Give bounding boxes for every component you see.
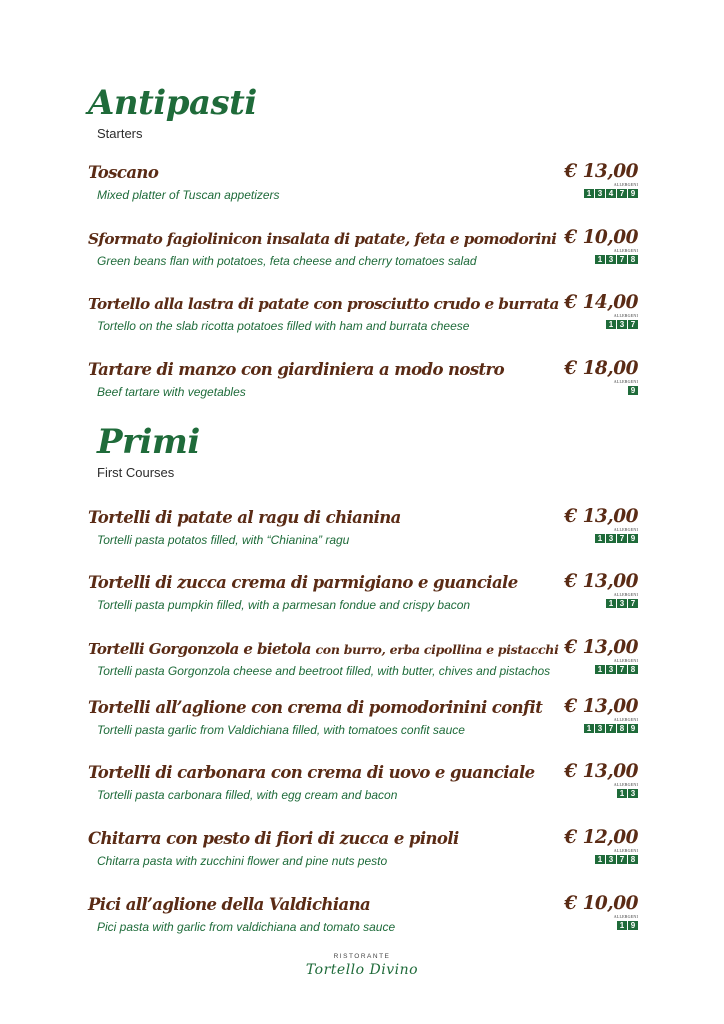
item-description: Pici pasta with garlic from valdichiana and tomato sauce [97,920,396,934]
allergen-codes [595,855,638,864]
menu-item [0,638,724,700]
allergen-code: 7 [628,599,638,608]
item-name [88,572,518,594]
item-name [88,293,559,315]
allergen-label: ALLERGENI [613,248,638,253]
logo-small-text: RISTORANTE [333,953,391,960]
item-name-main: Tortelli di carbonara con crema di uovo e guanciale [88,763,535,782]
allergen-code: 8 [628,255,638,264]
allergen-label: ALLERGENI [613,592,638,597]
allergen-badge [595,527,638,543]
allergen-code: 8 [628,665,638,674]
allergen-badge [606,313,638,329]
allergen-code: 3 [617,320,627,329]
item-description: Tortelli pasta potatos filled, with “Chianina” ragu [97,533,350,547]
allergen-code: 7 [617,534,627,543]
allergen-label: ALLERGENI [613,717,638,722]
allergen-codes [628,386,638,395]
menu-item [0,894,724,956]
menu-item [0,762,724,824]
allergen-code: 7 [606,724,616,733]
allergen-label: ALLERGENI [613,658,638,663]
allergen-code: 7 [628,320,638,329]
item-name-main: Tortelli di patate al ragu di chianina [88,508,401,527]
allergen-code: 3 [606,255,616,264]
allergen-code: 3 [595,724,605,733]
item-name-extra: con burro, erba cipollina e pistacchi [315,642,559,657]
item-price: € 10,00 [564,227,638,248]
item-name [88,507,401,529]
allergen-code: 1 [606,599,616,608]
allergen-badge [595,848,638,864]
allergen-codes [595,534,638,543]
allergen-label: ALLERGENI [613,182,638,187]
item-name-main: Tortelli di zucca crema di parmigiano e guanciale [88,573,518,592]
allergen-code: 7 [617,855,627,864]
allergen-label: ALLERGENI [613,848,638,853]
item-price: € 13,00 [564,161,638,182]
allergen-codes [606,599,638,608]
allergen-code: 9 [628,724,638,733]
item-price: € 10,00 [564,893,638,914]
item-name-main: Tortello alla lastra di patate con prosciutto crudo e burrata [88,295,559,313]
allergen-code: 1 [595,534,605,543]
menu-item [0,507,724,569]
allergen-code: 9 [628,189,638,198]
allergen-code: 8 [628,855,638,864]
allergen-code: 1 [617,789,627,798]
menu-item [0,359,724,421]
allergen-badge [584,717,638,733]
allergen-code: 3 [606,534,616,543]
allergen-code: 9 [628,386,638,395]
item-name-main: Pici all’aglione della Valdichiana [88,895,371,914]
allergen-label: ALLERGENI [613,379,638,384]
allergen-code: 7 [617,255,627,264]
item-description: Tortelli pasta garlic from Valdichiana filled, with tomatoes confit sauce [97,723,465,737]
allergen-code: 1 [617,921,627,930]
allergen-code: 9 [628,921,638,930]
allergen-codes [617,789,638,798]
item-name [88,359,504,381]
item-price: € 18,00 [564,358,638,379]
item-price: € 13,00 [564,571,638,592]
allergen-badge [614,782,638,798]
menu-item [0,828,724,890]
allergen-code: 7 [617,189,627,198]
allergen-codes [595,255,638,264]
item-description: Green beans flan with potatoes, feta cheese and cherry tomatoes salad [97,254,477,268]
logo-name: Tortello Divino [305,962,419,978]
allergen-code: 1 [584,189,594,198]
item-price: € 13,00 [564,696,638,717]
item-name-main: Tartare di manzo con giardiniera a modo nostro [88,360,505,379]
allergen-code: 3 [595,189,605,198]
allergen-code: 1 [606,320,616,329]
item-name [88,894,370,916]
menu-item [0,228,724,290]
allergen-badge [614,379,638,395]
allergen-codes [584,189,638,198]
item-name-main: Tortelli all’aglione con crema di pomodorinini confit [88,698,543,717]
allergen-code: 3 [617,599,627,608]
allergen-code: 4 [606,189,616,198]
allergen-label: ALLERGENI [613,914,638,919]
allergen-badge [595,658,638,674]
item-description: Chitarra pasta with zucchini flower and pine nuts pesto [97,854,388,868]
allergen-codes [617,921,638,930]
item-price: € 13,00 [564,506,638,527]
section-subtitle-antipasti: Starters [97,126,143,141]
allergen-label: ALLERGENI [613,313,638,318]
allergen-codes [606,320,638,329]
section-title-primi: Primi [97,422,200,462]
item-name-main: Tortelli Gorgonzola e bietola [88,640,311,658]
allergen-badge [595,248,638,264]
item-name-main: Chitarra con pesto di fiori di zucca e pinoli [88,829,459,848]
allergen-badge [614,914,638,930]
menu-item [0,697,724,759]
item-name [88,828,459,850]
allergen-badge [606,592,638,608]
allergen-label: ALLERGENI [613,782,638,787]
item-description: Tortello on the slab ricotta potatoes filled with ham and burrata cheese [97,319,470,333]
item-description: Tortelli pasta carbonara filled, with egg cream and bacon [97,788,398,802]
allergen-label: ALLERGENI [613,527,638,532]
allergen-code: 1 [584,724,594,733]
allergen-code: 3 [606,855,616,864]
item-name [88,228,556,250]
allergen-codes [584,724,638,733]
item-price: € 13,00 [564,637,638,658]
allergen-badge [584,182,638,198]
item-price: € 14,00 [564,292,638,313]
restaurant-logo [0,952,724,979]
section-subtitle-primi: First Courses [97,465,175,480]
menu-item [0,572,724,634]
item-name-main: Toscano [88,163,159,182]
allergen-code: 1 [595,855,605,864]
item-price: € 12,00 [564,827,638,848]
allergen-code: 9 [628,534,638,543]
item-description: Tortelli pasta pumpkin filled, with a parmesan fondue and crispy bacon [97,598,471,612]
allergen-code: 8 [617,724,627,733]
section-title-antipasti: Antipasti [88,83,257,123]
item-price: € 13,00 [564,761,638,782]
item-description: Beef tartare with vegetables [97,385,246,399]
allergen-codes [595,665,638,674]
item-description: Tortelli pasta Gorgonzola cheese and beetroot filled, with butter, chives and pistachos [97,664,551,678]
item-description: Mixed platter of Tuscan appetizers [97,188,280,202]
allergen-code: 1 [595,665,605,674]
item-name [88,162,158,184]
item-name [88,638,559,661]
allergen-code: 3 [628,789,638,798]
menu-item [0,162,724,224]
allergen-code: 1 [595,255,605,264]
allergen-code: 3 [606,665,616,674]
menu-item [0,293,724,355]
item-name [88,697,542,719]
allergen-code: 7 [617,665,627,674]
item-name [88,762,535,784]
item-name-main: Sformato fagiolinicon insalata di patate, feta e pomodorini [88,230,557,248]
